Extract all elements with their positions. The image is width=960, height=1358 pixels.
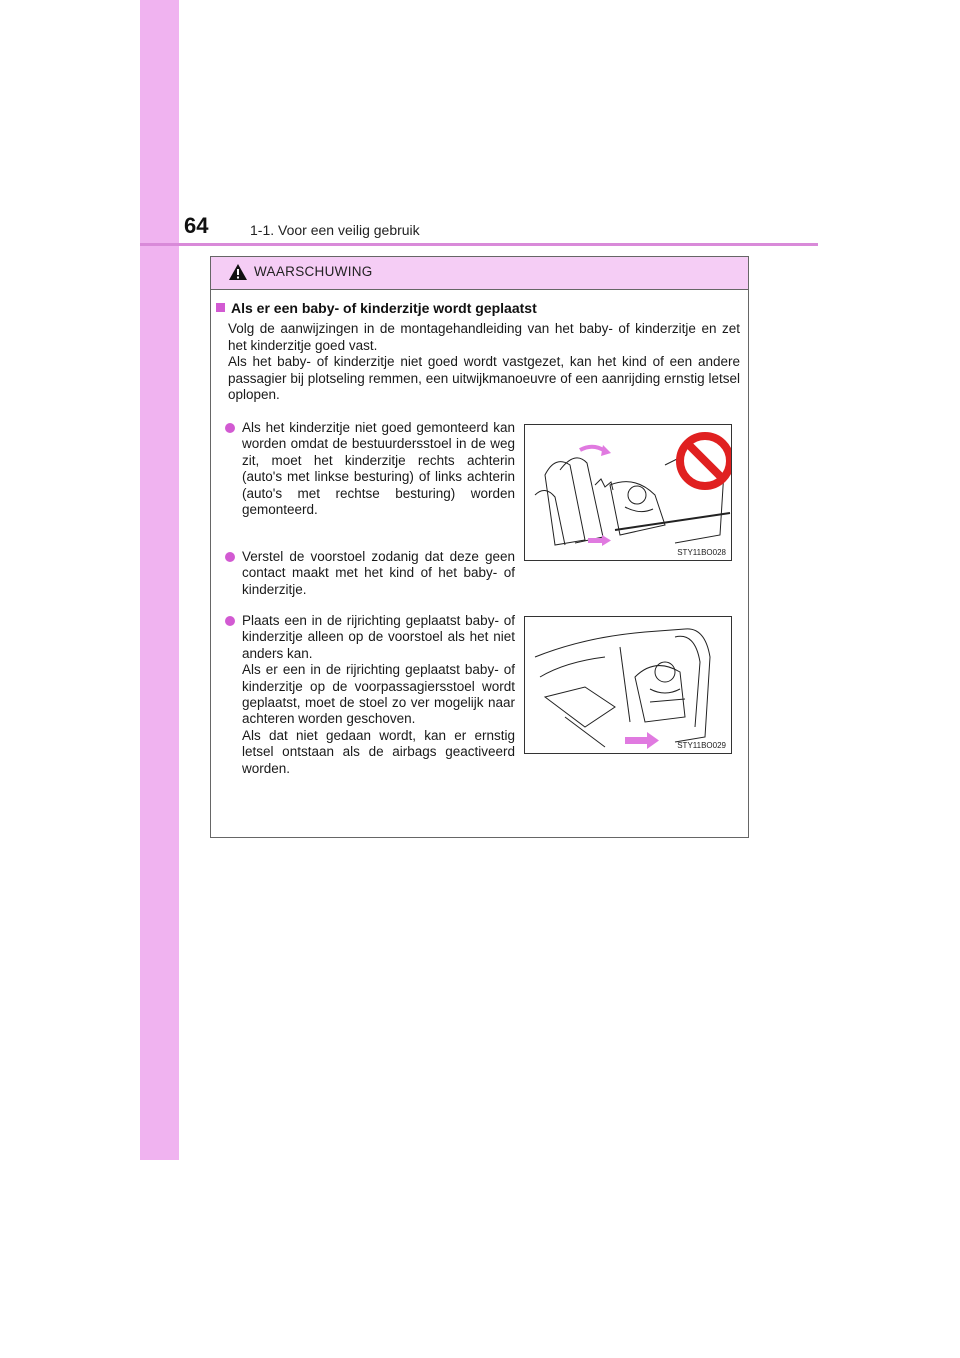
figure-label: STY11BO029 — [677, 741, 726, 750]
warning-intro — [228, 321, 740, 404]
bullet-dot-icon — [225, 616, 235, 626]
intro-paragraph: Volg de aanwijzingen in de montagehandleiding van het baby- of kinderzitje en zet het kinderzitje goed vast. — [228, 321, 740, 353]
warning-header — [211, 257, 748, 290]
chapter-side-tab — [140, 0, 179, 1160]
bullet-text: Verstel de voorstoel zodanig dat deze geen contact maakt met het kind of het baby- of kinderzitje. — [242, 549, 515, 597]
page-number: 64 — [184, 213, 209, 238]
warning-heading — [216, 300, 537, 316]
bullet-text: Als het kinderzitje niet goed gemonteerd kan worden omdat de bestuurdersstoel in de weg zit, moet het kinderzitje rechts achterin (auto's met linkse besturing) of links achterin (auto's met rechtse besturing) worden gemonteerd. — [242, 420, 515, 518]
bullet-text: Als dat niet gedaan wordt, kan er ernstig letsel ontstaan als de airbags geactiveerd worden. — [242, 727, 515, 776]
child-seat-illustration-2 — [525, 617, 731, 753]
warning-triangle-icon — [228, 263, 248, 286]
bullet-item — [225, 420, 515, 518]
heading-square-icon — [216, 303, 225, 312]
figure-child-seat-behind-driver — [524, 424, 732, 561]
header-divider — [140, 243, 818, 246]
figure-label: STY11BO028 — [677, 548, 726, 557]
warning-box — [210, 256, 749, 838]
bullet-text: Als er een in de rijrichting geplaatst baby- of kinderzitje op de voorpassagiersstoel wordt geplaatst, moet de stoel zo ver mogelijk naar achteren worden geschoven. — [242, 662, 515, 727]
child-seat-illustration-1 — [525, 425, 731, 560]
bullet-dot-icon — [225, 552, 235, 562]
bullet-text: Plaats een in de rijrichting geplaatst baby- of kinderzitje alleen op de voorstoel als het niet anders kan. — [242, 613, 515, 661]
bullet-dot-icon — [225, 423, 235, 433]
prohibition-icon — [680, 436, 730, 486]
bullet-item — [225, 549, 515, 598]
warning-heading-text: Als er een baby- of kinderzitje wordt geplaatst — [231, 300, 537, 316]
section-title: 1-1. Voor een veilig gebruik — [250, 222, 420, 238]
intro-paragraph: Als het baby- of kinderzitje niet goed wordt vastgezet, kan het kind of een andere passagier bij plotseling remmen, een uitwijkmanoeuvre of een aanrijding ernstig letsel oplopen. — [228, 354, 740, 403]
bullet-item — [225, 613, 515, 777]
figure-child-seat-front-passenger — [524, 616, 732, 754]
warning-title: WAARSCHUWING — [254, 264, 373, 279]
